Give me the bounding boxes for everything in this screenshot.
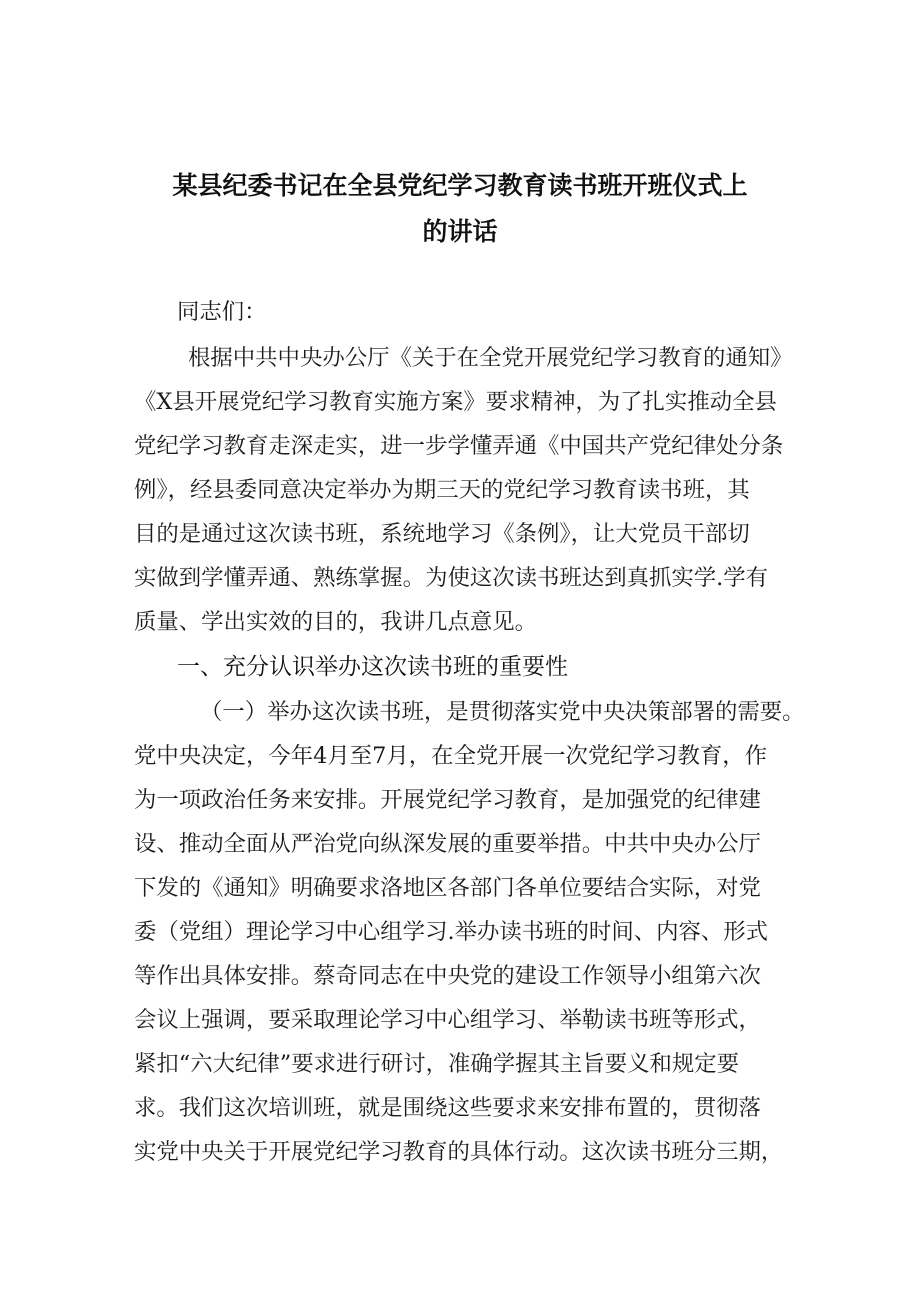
paragraph-line: 会议上强调，要采取理论学习中心组学习、举勒读书班等形式， <box>134 1007 761 1033</box>
paragraph-line: 《X县开展党纪学习教育实施方案》要求精神，为了扎实推动全县 <box>134 389 777 415</box>
paragraph-line: 党中央决定，今年4月至7月，在全党开展一次党纪学习教育，作 <box>134 743 768 769</box>
salutation: 同志们： <box>177 299 267 325</box>
paragraph-line: 求。我们这次培训班，就是围绕这些要求来安排布置的，贯彻落 <box>134 1095 761 1121</box>
document-title-line-1: 某县纪委书记在全县党纪学习教育读书班开班仪式上 <box>172 171 748 200</box>
paragraph-line: 下发的《通知》明确要求洛地区各部门各单位要结合实际，对党 <box>134 875 761 901</box>
paragraph-line: 紧扣“六大纪律”要求进行研讨，准确学握其主旨要义和规定要 <box>134 1051 740 1077</box>
paragraph-line: 目的是通过这次读书班，系统地学习《条例》，让大党员干部切 <box>134 521 750 547</box>
paragraph-line: 为一项政治任务来安排。开展党纪学习教育，是加强党的纪律建 <box>134 787 761 813</box>
paragraph-line: 等作出具体安排。蔡奇同志在中央党的建设工作领导小组第六次 <box>134 963 761 989</box>
document-title-line-2: 的讲话 <box>422 217 498 246</box>
paragraph-line: 党纪学习教育走深走实，进一步学懂弄通《中国共产党纪律处分条 <box>134 433 784 459</box>
section-heading: 一、充分认识举办这次读书班的重要性 <box>177 654 568 680</box>
paragraph-line: 例》，经县委同意决定举办为期三天的党纪学习教育读书班，其 <box>134 477 750 503</box>
paragraph-line: 根据中共中央办公厅《关于在全党开展党纪学习教育的通知》 <box>188 345 793 371</box>
paragraph-line: 实党中央关于开展党纪学习教育的具体行动。这次读书班分三期， <box>134 1139 784 1165</box>
paragraph-line: 设、推动全面从严治党向纵深发展的重要举措。中共中央办公厅 <box>134 831 761 857</box>
paragraph-line: 实做到学懂弄通、熟练掌握。为使这次读书班达到真抓实学.学有 <box>134 565 769 591</box>
paragraph-line: 委（党组）理论学习中心组学习.举办读书班的时间、内容、形式 <box>134 919 769 945</box>
paragraph-line: （一）举办这次读书班，是贯彻落实党中央决策部署的需要。 <box>200 699 805 725</box>
paragraph-line: 质量、学出实效的目的，我讲几点意见。 <box>134 609 538 635</box>
